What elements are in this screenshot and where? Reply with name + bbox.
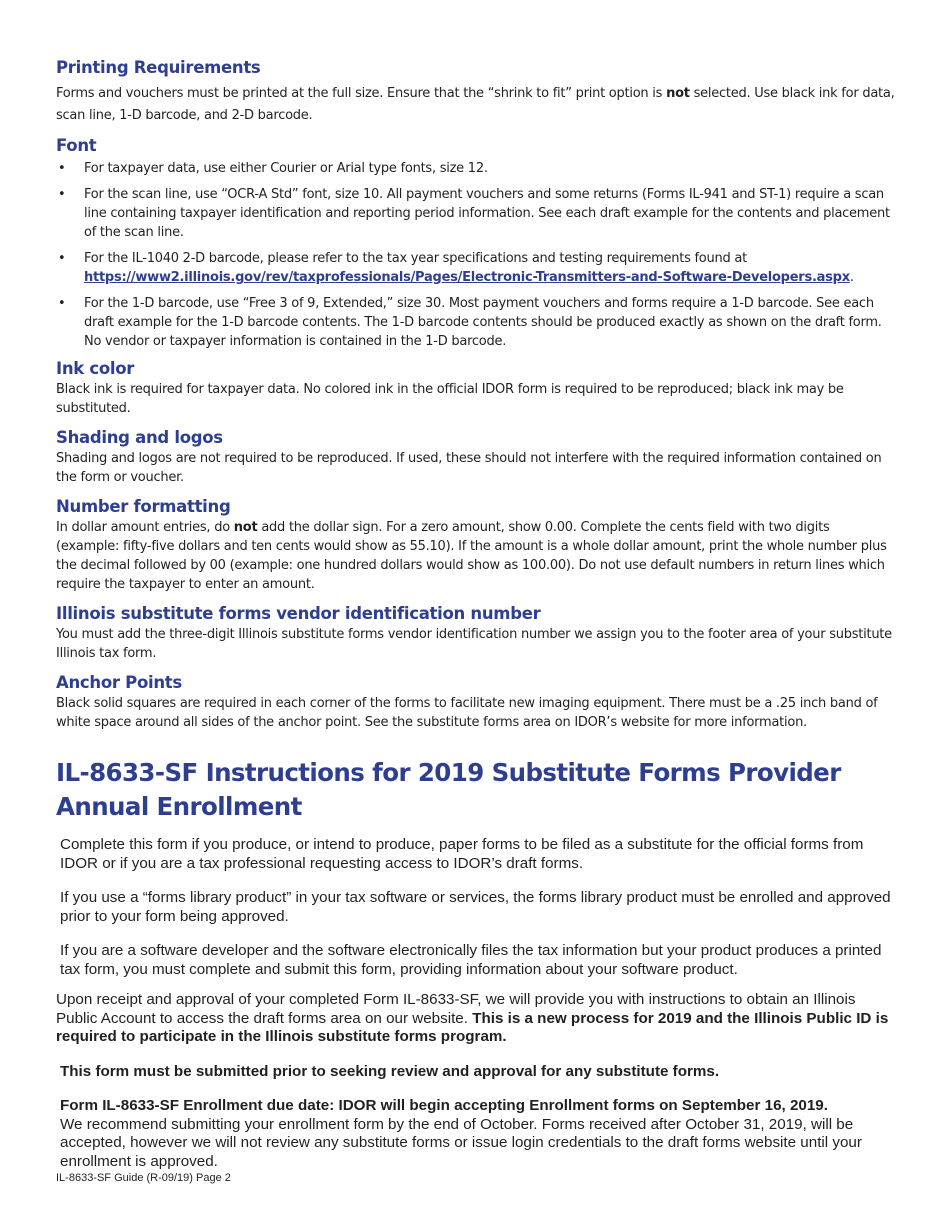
paragraph: Black solid squares are required in each corner of the forms to facilitate new imaging equipment. There must be a .25 inch band of white space around all sides of the anchor point. See the substitute forms area on IDOR’s website for more information. xyxy=(56,696,878,730)
bullet-icon: • xyxy=(58,187,66,202)
bold-text: not xyxy=(666,86,690,101)
bullet-icon: • xyxy=(58,161,66,176)
anchor-points-section xyxy=(56,672,896,732)
paragraph: You must add the three-digit Illinois substitute forms vendor identification number we assign you to the footer area of your substitute Illinois tax form. xyxy=(56,627,892,661)
idor-developers-link[interactable]: https://www2.illinois.gov/rev/taxprofessionals/Pages/Electronic-Transmitters-and-Software-Developers.aspx xyxy=(84,270,850,285)
text-run: In dollar amount entries, do xyxy=(56,520,234,535)
bullet-list xyxy=(56,159,896,351)
text-run: We recommend submitting your enrollment form by the end of October. Forms received after October 31, 2019, will be accepted, however we will not review any substitute forms or issue login credentials to the draft forms website until your enrollment is approved. xyxy=(60,1115,862,1170)
printing-requirements-section xyxy=(56,57,896,126)
list-item xyxy=(56,159,896,178)
due-date-paragraph xyxy=(56,1097,896,1171)
section-heading: Ink color xyxy=(56,359,135,378)
text-run: Upon receipt and approval of your completed Form IL-8633-SF, we will provide you with instructions to obtain an Illinois Public Account to access the draft forms area on our website. xyxy=(56,991,856,1027)
bold-text: not xyxy=(233,520,258,535)
text-run: selected. Use black ink for data, scan line, 1-D barcode, and 2-D barcode. xyxy=(56,86,895,123)
section-heading: Printing Requirements xyxy=(56,58,261,77)
bold-text: Form IL-8633-SF Enrollment due date: IDOR will begin accepting Enrollment forms on September 16, 2019. xyxy=(60,1097,828,1114)
paragraph: Black ink is required for taxpayer data. No colored ink in the official IDOR form is required to be reproduced; black ink may be substituted. xyxy=(56,382,844,416)
instructions-paragraph: Complete this form if you produce, or intend to produce, paper forms to be filed as a substitute for the official forms from IDOR or if you are a tax professional requesting access to IDOR’s draft forms. xyxy=(60,836,864,872)
instructions-paragraph xyxy=(56,991,896,1047)
list-item xyxy=(56,249,896,287)
section-heading: Number formatting xyxy=(56,497,231,516)
instructions-paragraph: If you use a “forms library product” in your tax software or services, the forms library product must be enrolled and approved prior to your form being approved. xyxy=(60,889,891,925)
bullet-icon: • xyxy=(58,296,66,311)
submission-notice: This form must be submitted prior to seeking review and approval for any substitute forms. xyxy=(60,1062,720,1080)
list-item xyxy=(56,294,896,351)
list-item-text: For the scan line, use “OCR-A Std” font, size 10. All payment vouchers and some returns (Forms IL-941 and ST-1) require a scan line containing taxpayer identification and reporting period information. See each draft example for the contents and placement of the scan line. xyxy=(84,187,890,240)
section-heading: Font xyxy=(56,136,97,155)
instructions-paragraph: If you are a software developer and the software electronically files the tax information but your product produces a printed tax form, you must complete and submit this form, providing information about your software product. xyxy=(60,942,882,978)
page-footer: IL-8633-SF Guide (R-09/19) Page 2 xyxy=(56,1172,231,1184)
text-run: add the dollar sign. For a zero amount, show 0.00. Complete the cents field with two digits (example: fifty-five dollars and ten cents would show as 55.10). If the amount is a whole dollar amount, print the whole number plus the decimal followed by 00 (example: one hundred dollars would show as 100.00). Do not use default numbers in return lines which require the taxpayer to enter an amount. xyxy=(56,520,887,592)
list-item-text: . xyxy=(849,270,854,285)
page-content xyxy=(56,57,896,1171)
list-item-text: For the 1-D barcode, use “Free 3 of 9, Extended,” size 30. Most payment vouchers and forms require a 1-D barcode. See each draft example for the 1-D barcode contents. The 1-D barcode contents should be produced exactly as shown on the draft form. No vendor or taxpayer information is contained in the 1-D barcode. xyxy=(84,296,882,349)
section-heading: Shading and logos xyxy=(56,428,223,447)
list-item xyxy=(56,185,896,242)
instructions-title: IL-8633-SF Instructions for 2019 Substitute Forms Provider Annual Enrollment xyxy=(56,758,841,821)
vendor-id-section xyxy=(56,603,896,663)
bold-text: This is a new process for 2019 and the Illinois Public ID is required to participate in the Illinois substitute forms program. xyxy=(56,1009,889,1045)
paragraph: Shading and logos are not required to be reproduced. If used, these should not interfere with the required information contained on the form or voucher. xyxy=(56,451,882,485)
section-heading: Anchor Points xyxy=(56,673,182,692)
paragraph xyxy=(56,83,896,126)
section-heading: Illinois substitute forms vendor identification number xyxy=(56,604,541,623)
list-item-text: For the IL-1040 2-D barcode, please refer to the tax year specifications and testing requirements found at xyxy=(84,251,747,266)
shading-logos-section xyxy=(56,427,896,487)
font-section xyxy=(56,135,896,351)
text-run: Forms and vouchers must be printed at the full size. Ensure that the “shrink to fit” print option is xyxy=(56,86,667,101)
paragraph xyxy=(56,518,896,594)
bullet-icon: • xyxy=(58,251,66,266)
list-item-text: For taxpayer data, use either Courier or Arial type fonts, size 12. xyxy=(84,161,488,176)
number-formatting-section xyxy=(56,496,896,594)
ink-color-section xyxy=(56,358,896,418)
